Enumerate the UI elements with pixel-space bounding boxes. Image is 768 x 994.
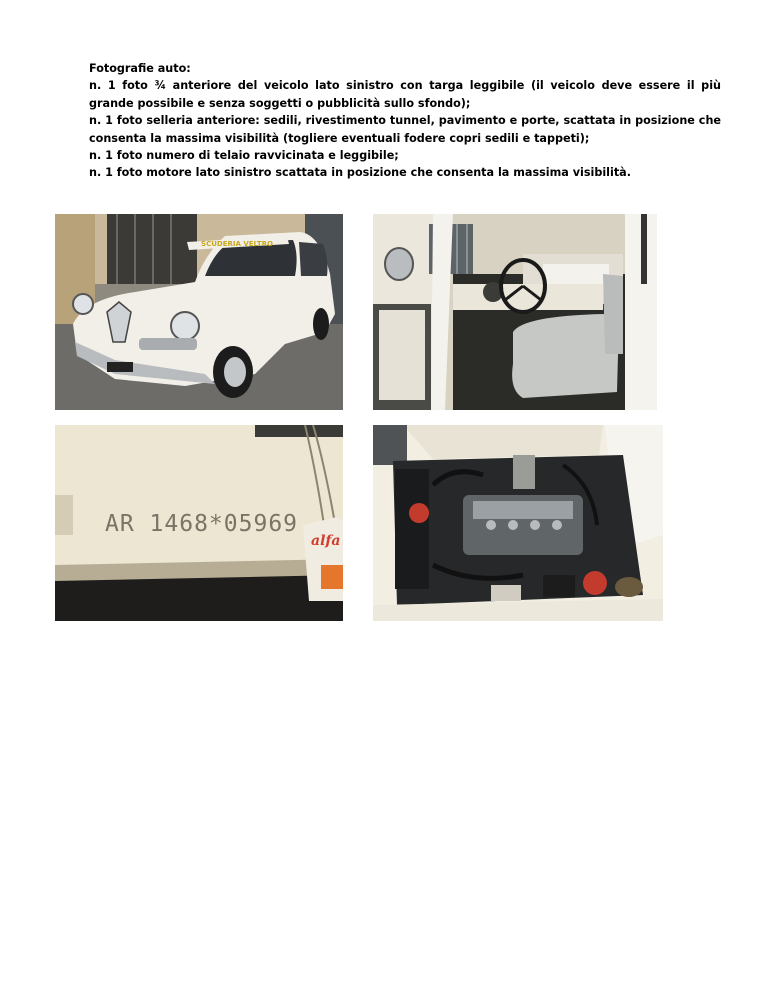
windshield-banner-text: SCUDERIA VELTRO	[201, 240, 273, 248]
requirement-item-chassis: n. 1 foto numero di telaio ravvicinata e leggibile;	[89, 149, 399, 163]
interior-seats-photo	[373, 214, 657, 410]
requirement-item-interior: n. 1 foto selleria anteriore: sedili, rivestimento tunnel, pavimento e porte, scattata in posizione che consenta la massima visibilità (togliere eventuali fodere copri sedili e tappeti);	[89, 114, 721, 145]
engine-bay-photo	[373, 425, 663, 621]
chassis-tag-text: alfa	[311, 533, 341, 549]
requirements-text	[89, 60, 721, 182]
document-heading: Fotografie auto:	[89, 62, 191, 75]
requirement-item-engine: n. 1 foto motore lato sinistro scattata in posizione che consenta la massima visibilità.	[89, 166, 631, 180]
chassis-number-text: AR 1468*05969	[105, 511, 299, 537]
chassis-number-photo	[55, 425, 343, 621]
requirement-item-front-view: n. 1 foto ¾ anteriore del veicolo lato sinistro con targa leggibile (il veicolo deve essere il più grande possibile e senza soggetti o pubblicità sullo sfondo);	[89, 79, 721, 110]
car-front-photo	[55, 214, 343, 410]
